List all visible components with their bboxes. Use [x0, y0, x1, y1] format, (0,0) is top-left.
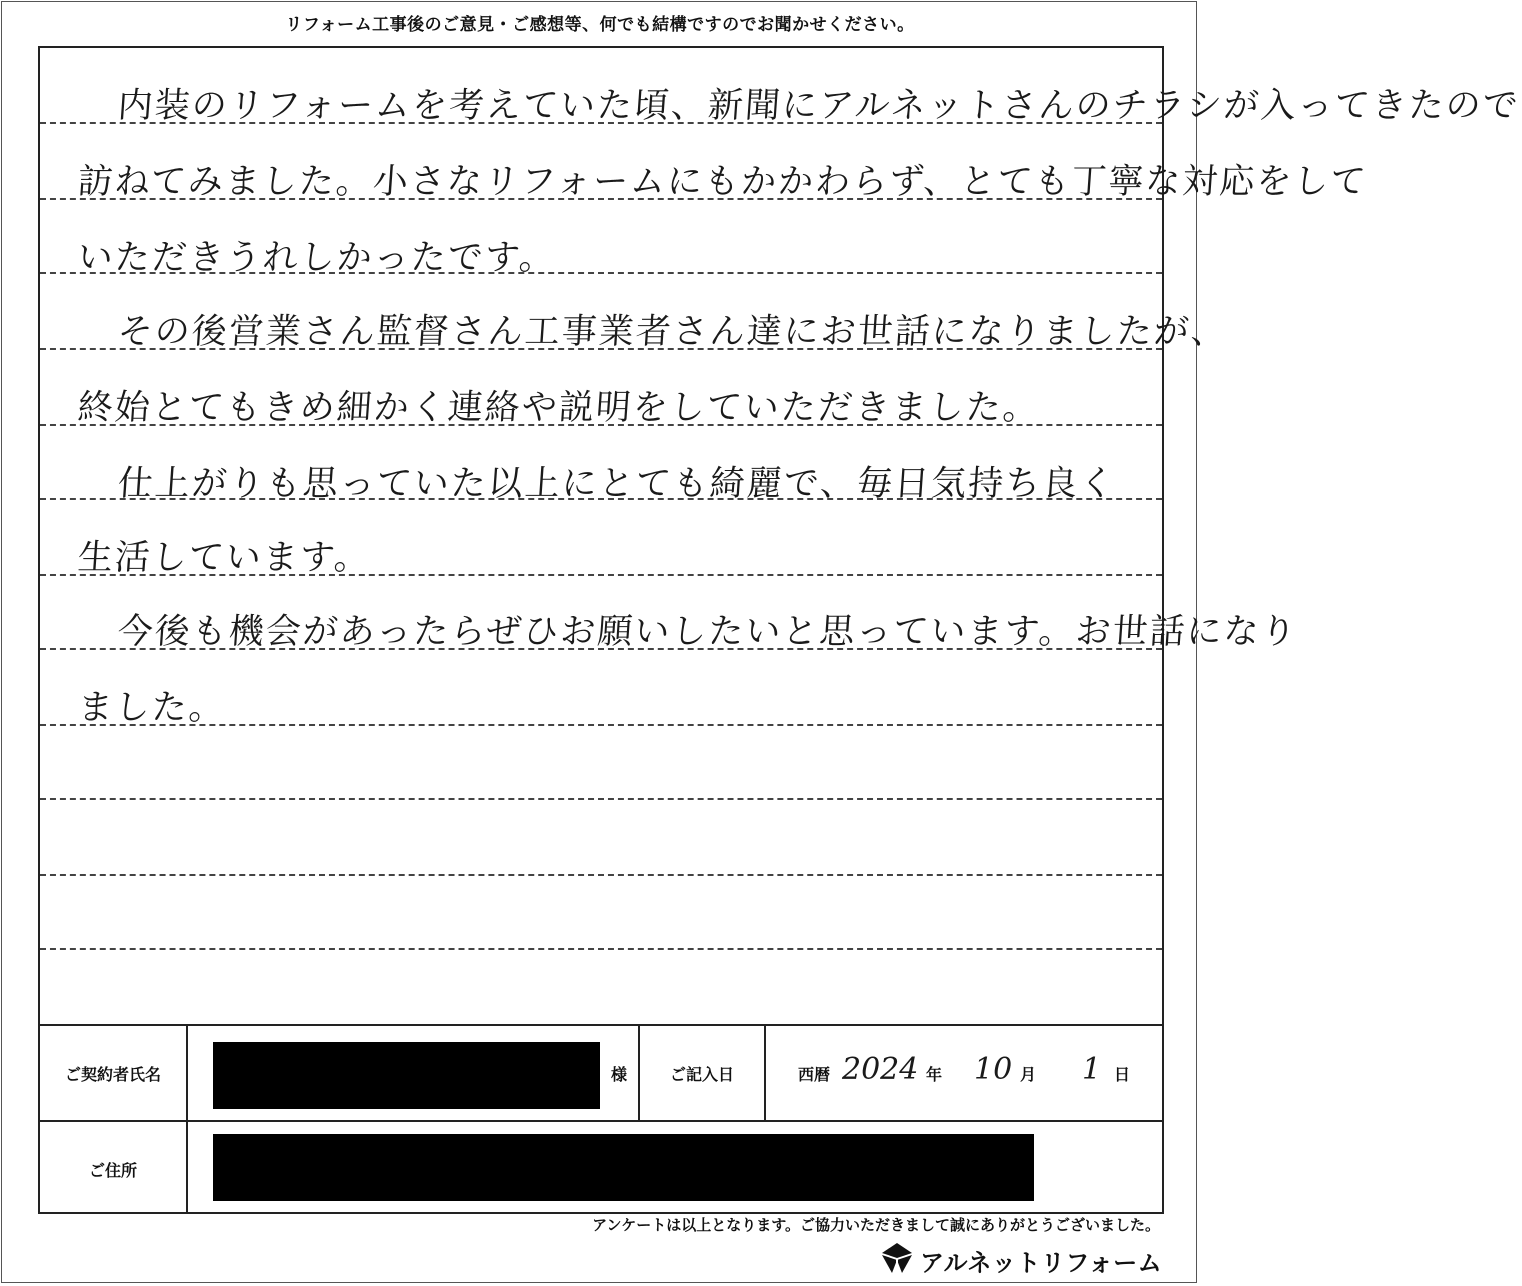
comment-line-2: 訪ねてみました。小さなリフォームにもかかわらず、とても丁寧な対応をして — [76, 162, 1369, 202]
entry-date-label: ご記入日 — [669, 1065, 734, 1084]
comment-line-4: その後営業さん監督さん工事業者さん達にお世話になりましたが、 — [116, 312, 1230, 352]
table-column-divider — [186, 1024, 188, 1214]
month-unit: 月 — [1020, 1065, 1037, 1084]
table-column-divider — [764, 1024, 766, 1120]
ruled-line — [40, 874, 1162, 876]
closing-note: アンケートは以上となります。ご協力いただきまして誠にありがとうございました。 — [592, 1216, 1160, 1234]
year-unit: 年 — [926, 1065, 943, 1084]
brand-name: アルネットリフォーム — [920, 1248, 1163, 1277]
day-value: 1 — [1082, 1052, 1102, 1087]
info-table-divider — [38, 1120, 1164, 1122]
survey-question: リフォーム工事後のご意見・ご感想等、何でも結構ですのでお聞かせください。 — [285, 15, 915, 35]
contractor-name-label: ご契約者氏名 — [64, 1065, 161, 1084]
info-table-top — [38, 1024, 1164, 1026]
comment-line-5: 終始とてもきめ細かく連絡や説明をしていただきました。 — [76, 388, 1042, 428]
year-value: 2024 — [842, 1052, 919, 1087]
day-unit: 日 — [1114, 1065, 1131, 1084]
redacted-address — [213, 1134, 1034, 1201]
honorific-label: 様 — [610, 1065, 627, 1084]
brand-logo — [880, 1240, 1162, 1280]
comment-line-1: 内装のリフォームを考えていた頃、新聞にアルネットさんのチラシが入ってきたので — [116, 86, 1522, 126]
comment-line-6: 仕上がりも思っていた以上にとても綺麗で、毎日気持ち良く — [116, 464, 1118, 504]
comment-line-8: 今後も機会があったらぜひお願いしたいと思っています。お世話になり — [116, 612, 1300, 652]
comment-line-7: 生活しています。 — [76, 538, 373, 578]
address-label: ご住所 — [88, 1161, 137, 1180]
arnet-logo-icon — [880, 1241, 914, 1279]
redacted-name — [213, 1042, 600, 1109]
era-label: 西暦 — [798, 1065, 831, 1084]
comment-line-3: いただきうれしかったです。 — [76, 238, 558, 278]
ruled-line — [40, 798, 1162, 800]
month-value: 10 — [974, 1052, 1013, 1087]
comment-line-9: ました。 — [76, 688, 228, 728]
ruled-line — [40, 948, 1162, 950]
